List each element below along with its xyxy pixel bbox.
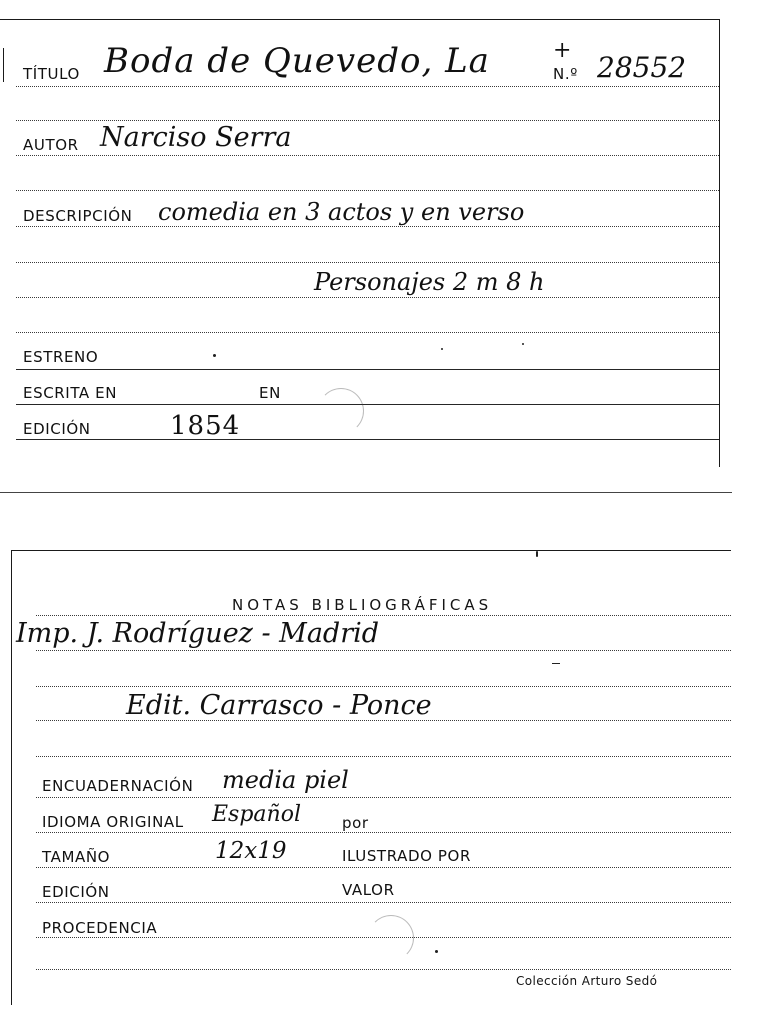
note-line-2: Edit. Carrasco - Ponce — [126, 690, 432, 721]
ink-speck — [536, 551, 538, 557]
notes-rule-3 — [36, 720, 731, 721]
titulo-rule — [16, 86, 719, 87]
tamano-label: TAMAÑO — [42, 848, 111, 866]
estreno-rule — [16, 369, 719, 370]
coleccion-label: Colección Arturo Sedó — [516, 974, 658, 988]
escrita-en-rule — [16, 404, 719, 405]
paper-smudge — [318, 388, 364, 434]
idioma-rule — [36, 832, 731, 833]
ink-speck — [213, 354, 216, 357]
card-bottom-edge — [0, 492, 732, 493]
edicion-value: 1854 — [170, 411, 241, 441]
descripcion-rule — [16, 226, 719, 227]
estreno-label: ESTRENO — [23, 348, 99, 366]
edicion-label: EDICIÓN — [42, 883, 110, 901]
numero-label: N.º — [553, 65, 578, 83]
idioma-original-value: Español — [212, 802, 301, 827]
autor-rule — [16, 155, 719, 156]
en-label: EN — [259, 384, 281, 402]
descripcion-label: DESCRIPCIÓN — [23, 207, 133, 225]
notes-rule-2 — [36, 686, 731, 687]
notas-heading: NOTAS BIBLIOGRÁFICAS — [232, 596, 493, 614]
ilustrado-por-label: ILUSTRADO POR — [342, 847, 471, 865]
encuadernacion-value: media piel — [222, 766, 349, 794]
rule-final — [36, 969, 731, 970]
titulo-label: TÍTULO — [23, 65, 80, 83]
rule-2 — [16, 190, 719, 191]
titulo-value: Boda de Quevedo, La — [104, 41, 490, 81]
ink-speck — [441, 348, 443, 350]
rule-4 — [16, 297, 719, 298]
autor-value: Narciso Serra — [100, 122, 292, 153]
edicion-rule — [16, 439, 719, 440]
notes-rule-0 — [36, 615, 731, 616]
encuadernacion-label: ENCUADERNACIÓN — [42, 777, 194, 795]
paper-smudge — [368, 915, 414, 961]
descripcion-value: comedia en 3 actos y en verso — [158, 198, 525, 226]
rule-5 — [16, 332, 719, 333]
idioma-original-label: IDIOMA ORIGINAL — [42, 813, 184, 831]
rule-1 — [16, 120, 719, 121]
encuadernacion-rule — [36, 797, 731, 798]
card-left-border — [11, 550, 12, 1005]
card-left-edge — [3, 48, 4, 82]
notes-rule-1 — [36, 650, 731, 651]
ink-speck — [552, 663, 560, 664]
numero-value: 28552 — [597, 51, 687, 84]
card-top-border — [11, 550, 731, 551]
ink-speck — [435, 950, 438, 953]
ink-speck — [522, 343, 524, 345]
notes-rule-4 — [36, 756, 731, 757]
card-top-border — [0, 19, 720, 20]
edicion-rule — [36, 902, 731, 903]
por-label: por — [342, 814, 369, 832]
autor-label: AUTOR — [23, 136, 79, 154]
cross-mark: + — [553, 38, 572, 63]
tamano-value: 12x19 — [215, 838, 287, 864]
procedencia-label: PROCEDENCIA — [42, 919, 158, 937]
edicion-label: EDICIÓN — [23, 420, 91, 438]
valor-label: VALOR — [342, 881, 395, 899]
descripcion-line2: Personajes 2 m 8 h — [314, 268, 545, 296]
card-right-border — [719, 19, 720, 467]
escrita-en-label: ESCRITA EN — [23, 384, 118, 402]
note-line-1: Imp. J. Rodríguez - Madrid — [16, 618, 380, 649]
rule-3 — [16, 262, 719, 263]
tamano-rule — [36, 867, 731, 868]
